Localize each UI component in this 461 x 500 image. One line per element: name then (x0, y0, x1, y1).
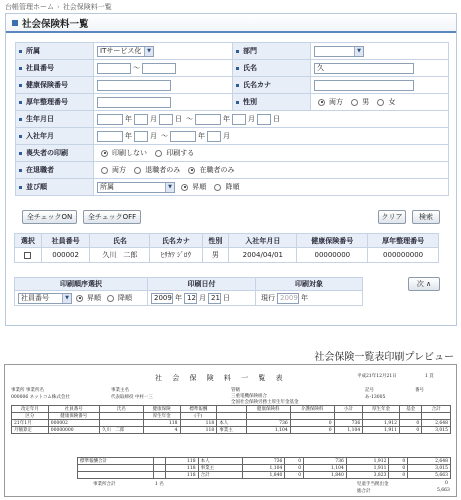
doc-cell (99, 420, 143, 427)
unit-day: 日 (273, 115, 280, 123)
col-nyusha: 入社年月日 (229, 234, 297, 248)
col-shain-bango: 社員番号 (41, 234, 90, 248)
cell-kenko: 00000000 (297, 248, 368, 263)
birth-to-day-input[interactable] (257, 114, 271, 125)
doc-cell: 736 (334, 420, 363, 427)
kankatsu-2: 全国社会保険労務士厚生年金基金 (231, 400, 299, 405)
bullet-icon (19, 118, 22, 121)
birth-from-year-input[interactable] (97, 114, 123, 125)
unit-day: 日 (175, 115, 182, 123)
cell-narabijun (94, 179, 449, 196)
print-target-label: 現行 (261, 294, 275, 302)
doc-cell: 1,840 (242, 472, 285, 479)
doc-cell: 0 (399, 427, 421, 434)
kankatsu-label: 管轄 (231, 388, 240, 393)
unit-month: 月 (199, 294, 206, 302)
bumon-select[interactable] (314, 46, 364, 57)
doc-cell (78, 465, 154, 472)
label-kosei-nenkin-bango (16, 94, 94, 111)
doc-cell: 4 (143, 427, 180, 434)
radio-label: 退職者のみ (145, 166, 181, 174)
label-shimei (233, 60, 311, 77)
breadcrumb-home[interactable]: 台帳管理ホーム (5, 3, 54, 11)
next-button[interactable]: 次 ∧ (408, 277, 440, 291)
seibetsu-radio-male[interactable] (351, 99, 358, 106)
unit-year: 年 (125, 132, 132, 140)
doc-cell: 118 (166, 458, 198, 465)
birth-from-day-input[interactable] (159, 114, 173, 125)
doc-cell: 2,648 (408, 458, 451, 465)
doc-summary-table (77, 457, 451, 479)
doc-cell: 本人 (217, 420, 247, 427)
col-kosei: 厚年整理番号 (368, 234, 439, 248)
count-label: 事業所合計 (93, 482, 116, 487)
print-date-cell (148, 291, 256, 306)
label-text: 並び順 (26, 183, 47, 191)
company-value: 000006 ネットコム株式会社 (11, 395, 70, 400)
join-from-month-input[interactable] (134, 131, 148, 142)
narabijun-radio-asc[interactable] (181, 184, 188, 191)
bullet-icon (236, 84, 239, 87)
label-shain-bango (16, 60, 94, 77)
doc-summary-row (78, 465, 451, 472)
doc-header: 介護保険料 (290, 406, 334, 413)
radio-label: 男 (362, 98, 370, 106)
doc-header: 改定年月 (12, 406, 49, 413)
label-text: 社員番号 (26, 64, 54, 72)
cell-shain-bango: 000002 (41, 248, 90, 263)
bullet-icon (236, 50, 239, 53)
kosei-nenkin-bango-input[interactable] (97, 97, 171, 108)
zaitaishoku-radio-retired[interactable] (134, 167, 141, 174)
radio-label: 印刷する (166, 149, 195, 157)
col-kenko: 健康保険番号 (297, 234, 368, 248)
birth-to-year-input[interactable] (195, 114, 221, 125)
cell-shimei-kana (311, 77, 449, 94)
doc-cell: 1,104 (246, 427, 290, 434)
title-square-icon (12, 20, 18, 26)
unit-year: 年 (301, 294, 308, 302)
bullet-icon (19, 50, 22, 53)
check-all-on-button[interactable]: 全チェックON (22, 210, 77, 224)
preview-title: 社会保険一覧表印刷プレビュー (314, 352, 454, 363)
footer-1-value: 0 (445, 481, 448, 486)
doc-cell: 0 (399, 420, 421, 427)
narabijun-value: 所属 (100, 182, 114, 191)
print-order-cell (15, 291, 148, 306)
print-month-input[interactable]: 12 (184, 293, 197, 304)
seibetsu-radio-both[interactable] (318, 99, 325, 106)
radio-label: 在職者のみ (199, 166, 235, 174)
narabijun-radio-desc[interactable] (214, 184, 221, 191)
doc-cell: 本人 (198, 458, 242, 465)
birth-to-month-input[interactable] (232, 114, 246, 125)
doc-header (217, 406, 247, 413)
zaitaishoku-radio-both[interactable] (101, 167, 108, 174)
shimei-kana-input[interactable] (314, 80, 414, 91)
cell-seibetsu: 男 (202, 248, 229, 263)
col-select: 選択 (15, 234, 42, 248)
doc-header: 基金 (399, 406, 421, 413)
doc-cell: 736 (304, 458, 347, 465)
breadcrumb-separator-icon: › (57, 3, 60, 11)
kenko-hoken-bango-input[interactable] (97, 80, 171, 91)
label-zaitaishoku (16, 162, 94, 179)
bullet-icon (19, 186, 22, 189)
narabijun-select[interactable] (97, 182, 175, 193)
print-order-select[interactable] (18, 293, 72, 304)
doc-cell: 5,663 (408, 472, 451, 479)
doc-header: 健康保険 (143, 406, 180, 413)
doc-cell: 3,015 (422, 427, 451, 434)
cell-kana: ﾋｻｶﾜ ｼﾞﾛｳ (150, 248, 202, 263)
doc-cell: 月額算定 (12, 427, 49, 434)
bullet-icon (19, 67, 22, 70)
company-label: 事業所 事業所名 (11, 388, 44, 393)
label-soshitsu-insatsu (16, 145, 94, 162)
count-value: 1 名 (155, 482, 164, 487)
radio-label: 昇順 (87, 294, 101, 302)
doc-row (12, 420, 451, 427)
label-nyusha-nengetsu (16, 128, 94, 145)
footer-2-value: 5,663 (437, 488, 450, 493)
radio-label: 女 (388, 98, 396, 106)
doc-page: 1 頁 (425, 374, 434, 379)
doc-cell: 000002 (48, 420, 99, 427)
footer-2-label: 総合計 (357, 489, 371, 494)
doc-summary-row (78, 458, 451, 465)
cell-bumon (311, 43, 449, 60)
label-text: 所属 (26, 47, 40, 55)
doc-cell: 118 (180, 427, 217, 434)
range-separator: ～ (186, 115, 193, 123)
print-day-input[interactable]: 21 (208, 293, 221, 304)
cell-kosei-nenkin-bango (94, 94, 233, 111)
unit-year: 年 (198, 132, 205, 140)
doc-cell: 0 (389, 472, 408, 479)
range-separator: ～ (133, 64, 140, 72)
label-kenko-hoken-bango (16, 77, 94, 94)
cell-seinengappi (94, 111, 449, 128)
label-text: 在退職者 (26, 166, 54, 174)
doc-title: 社 会 保 険 料 一 覧 表 (155, 374, 287, 382)
doc-header (99, 413, 143, 420)
label-text: 入社年月 (26, 132, 54, 140)
label-narabijun (16, 179, 94, 196)
doc-header (334, 413, 363, 420)
bullet-icon (19, 135, 22, 138)
print-date-header: 印刷日付 (148, 278, 256, 291)
unit-day: 日 (223, 294, 230, 302)
bullet-icon (236, 101, 239, 104)
chevron-down-icon: ▼ (165, 183, 174, 192)
unit-year: 年 (125, 115, 132, 123)
label-text: 生年月日 (26, 115, 54, 123)
search-form (15, 42, 449, 196)
doc-cell (154, 458, 166, 465)
cell-nyusha: 2004/04/01 (229, 248, 297, 263)
doc-cell: 118 (166, 472, 198, 479)
soshitsu-radio-no-print[interactable] (101, 150, 108, 157)
doc-cell: 00000000 (48, 427, 99, 434)
doc-cell: 0 (290, 427, 334, 434)
cell-kosei: 000000000 (368, 248, 439, 263)
doc-header (290, 413, 334, 420)
unit-year: 年 (223, 115, 230, 123)
doc-cell: 0 (285, 472, 304, 479)
zaitaishoku-radio-employed[interactable] (188, 167, 195, 174)
doc-header: (千) (180, 413, 217, 420)
cell-shimei: 久川 二郎 (90, 248, 150, 263)
cell-kenko-hoken-bango (94, 77, 233, 94)
row-checkbox[interactable] (24, 252, 31, 259)
cell-shozoku (94, 43, 233, 60)
doc-header (246, 413, 290, 420)
doc-cell: 736 (246, 420, 290, 427)
shain-bango-to-input[interactable] (142, 63, 176, 74)
radio-label: 印刷しない (112, 149, 147, 157)
owner-value: 代表取締役 中村一三 (111, 395, 153, 400)
table-row[interactable] (15, 248, 439, 263)
doc-header (399, 413, 421, 420)
results-header-row (15, 234, 439, 248)
bango-label: 番号 (415, 388, 424, 393)
shain-bango-from-input[interactable] (97, 63, 131, 74)
print-year-input[interactable]: 2009 (151, 293, 173, 304)
footer-1-label: 児童手当拠出金 (357, 482, 389, 487)
cell-seibetsu (311, 94, 449, 111)
search-button[interactable]: 検索 (412, 210, 440, 224)
results-table (14, 233, 439, 263)
label-text: 氏名 (243, 64, 257, 72)
unit-month: 月 (150, 115, 157, 123)
doc-header: 厚生年金 (143, 413, 180, 420)
doc-cell: 0 (389, 458, 408, 465)
doc-header: 合計 (422, 406, 451, 413)
doc-cell: 0 (285, 465, 304, 472)
doc-cell: 3,823 (346, 472, 389, 479)
doc-cell: 0 (290, 420, 334, 427)
doc-cell: 0 (389, 465, 408, 472)
shozoku-select[interactable] (97, 46, 154, 57)
doc-header: 社員番号 (48, 406, 99, 413)
print-preview-document (4, 364, 457, 497)
soshitsu-radio-print[interactable] (155, 150, 162, 157)
doc-cell (154, 465, 166, 472)
unit-month: 月 (248, 115, 255, 123)
doc-header: 健康保険料 (246, 406, 290, 413)
doc-cell: 合計 (198, 472, 242, 479)
doc-issued-date: 平成21年12月21日 (357, 374, 397, 379)
doc-cell (78, 472, 154, 479)
unit-year: 年 (175, 294, 182, 302)
doc-cell: 1,104 (304, 465, 347, 472)
doc-header (363, 413, 400, 420)
check-all-off-button[interactable]: 全チェックOFF (83, 210, 141, 224)
col-kana: 氏名カナ (150, 234, 202, 248)
label-text: 喪失者の印刷 (26, 149, 68, 157)
doc-cell: 事業主 (198, 465, 242, 472)
print-target-year-input[interactable]: 2009 (277, 293, 299, 304)
shimei-input[interactable]: 久 (314, 63, 414, 74)
doc-header: 小計 (334, 406, 363, 413)
doc-header: 氏名 (99, 406, 143, 413)
doc-header (422, 413, 451, 420)
unit-month: 月 (150, 132, 157, 140)
col-shimei: 氏名 (90, 234, 150, 248)
range-separator: ～ (161, 132, 168, 140)
seibetsu-radio-female[interactable] (377, 99, 384, 106)
radio-label: 両方 (329, 98, 343, 106)
cell-zaitaishoku (94, 162, 449, 179)
doc-cell (154, 472, 166, 479)
print-target-header: 印刷対象 (256, 278, 363, 291)
chevron-down-icon: ▼ (62, 294, 71, 303)
label-seibetsu (233, 94, 311, 111)
doc-cell: 736 (242, 458, 285, 465)
cell-shimei (311, 60, 449, 77)
label-text: 氏名カナ (243, 81, 271, 89)
cell-nyusha-nengetsu (94, 128, 449, 145)
panel-title-text: 社会保険料一覧 (22, 18, 89, 30)
select-cell (15, 248, 42, 263)
doc-cell: 118 (166, 465, 198, 472)
print-order-value: 社員番号 (21, 293, 49, 302)
print-target-cell (256, 291, 363, 306)
doc-cell: 1,911 (363, 427, 400, 434)
doc-cell: 1,104 (334, 427, 363, 434)
breadcrumb (5, 2, 112, 12)
print-order-header: 印刷順序選択 (15, 278, 148, 291)
radio-label: 両方 (112, 166, 126, 174)
label-text: 健康保険番号 (26, 81, 68, 89)
label-shozoku (16, 43, 94, 60)
unit-month: 月 (223, 132, 230, 140)
doc-cell: 1,104 (242, 465, 285, 472)
doc-header: 標準報酬 (180, 406, 217, 413)
radio-label: 昇順 (192, 183, 207, 191)
doc-cell: 標準報酬合計 (78, 458, 154, 465)
chevron-down-icon: ▼ (144, 47, 153, 56)
birth-from-month-input[interactable] (134, 114, 148, 125)
doc-detail-table (11, 405, 451, 434)
doc-cell: 2,648 (422, 420, 451, 427)
join-to-month-input[interactable] (207, 131, 221, 142)
label-bumon (233, 43, 311, 60)
chevron-down-icon: ▼ (354, 47, 363, 56)
clear-button[interactable]: クリア (378, 210, 406, 224)
doc-cell: 1,912 (363, 420, 400, 427)
print-order-radio-asc[interactable] (76, 295, 83, 302)
owner-label: 事業主名 (111, 388, 129, 393)
cell-shain-bango (94, 60, 233, 77)
bullet-icon (19, 169, 22, 172)
doc-cell: 21年1月 (12, 420, 49, 427)
cell-soshitsu-insatsu (94, 145, 449, 162)
shozoku-value: ITサービス化 (100, 46, 142, 55)
radio-label: 降順 (225, 183, 240, 191)
doc-cell: 3,015 (408, 465, 451, 472)
radio-label: 降順 (118, 294, 132, 302)
doc-cell: 0 (285, 458, 304, 465)
bullet-icon (19, 84, 22, 87)
col-seibetsu: 性別 (202, 234, 229, 248)
label-text: 性別 (243, 98, 257, 106)
kigo-label: 記号 (365, 388, 374, 393)
label-text: 部門 (243, 47, 257, 55)
join-from-year-input[interactable] (97, 131, 123, 142)
doc-cell: 1,911 (346, 465, 389, 472)
doc-summary-row (78, 472, 451, 479)
bullet-icon (19, 152, 22, 155)
print-order-radio-desc[interactable] (107, 295, 114, 302)
doc-cell: 1,912 (346, 458, 389, 465)
label-text: 厚年整理番号 (26, 98, 68, 106)
kigo-value: あ-13005 (365, 395, 386, 400)
kankatsu-1: 三重電機保険組合 (231, 394, 267, 399)
doc-header: 厚生年金 (363, 406, 400, 413)
panel-title (6, 14, 456, 33)
doc-cell: 久川 二郎 (99, 427, 143, 434)
label-seinengappi (16, 111, 94, 128)
breadcrumb-current: 社会保険料一覧 (62, 3, 112, 11)
bullet-icon (236, 67, 239, 70)
print-options-table (14, 277, 363, 306)
doc-cell: 1,840 (304, 472, 347, 479)
doc-cell: 118 (143, 420, 180, 427)
doc-header: 健康保険番号 (48, 413, 99, 420)
doc-row (12, 427, 451, 434)
doc-header: 区分 (12, 413, 49, 420)
bullet-icon (19, 101, 22, 104)
doc-cell: 事業主 (217, 427, 247, 434)
label-shimei-kana (233, 77, 311, 94)
join-to-year-input[interactable] (170, 131, 196, 142)
doc-cell: 118 (180, 420, 217, 427)
doc-header (217, 413, 247, 420)
